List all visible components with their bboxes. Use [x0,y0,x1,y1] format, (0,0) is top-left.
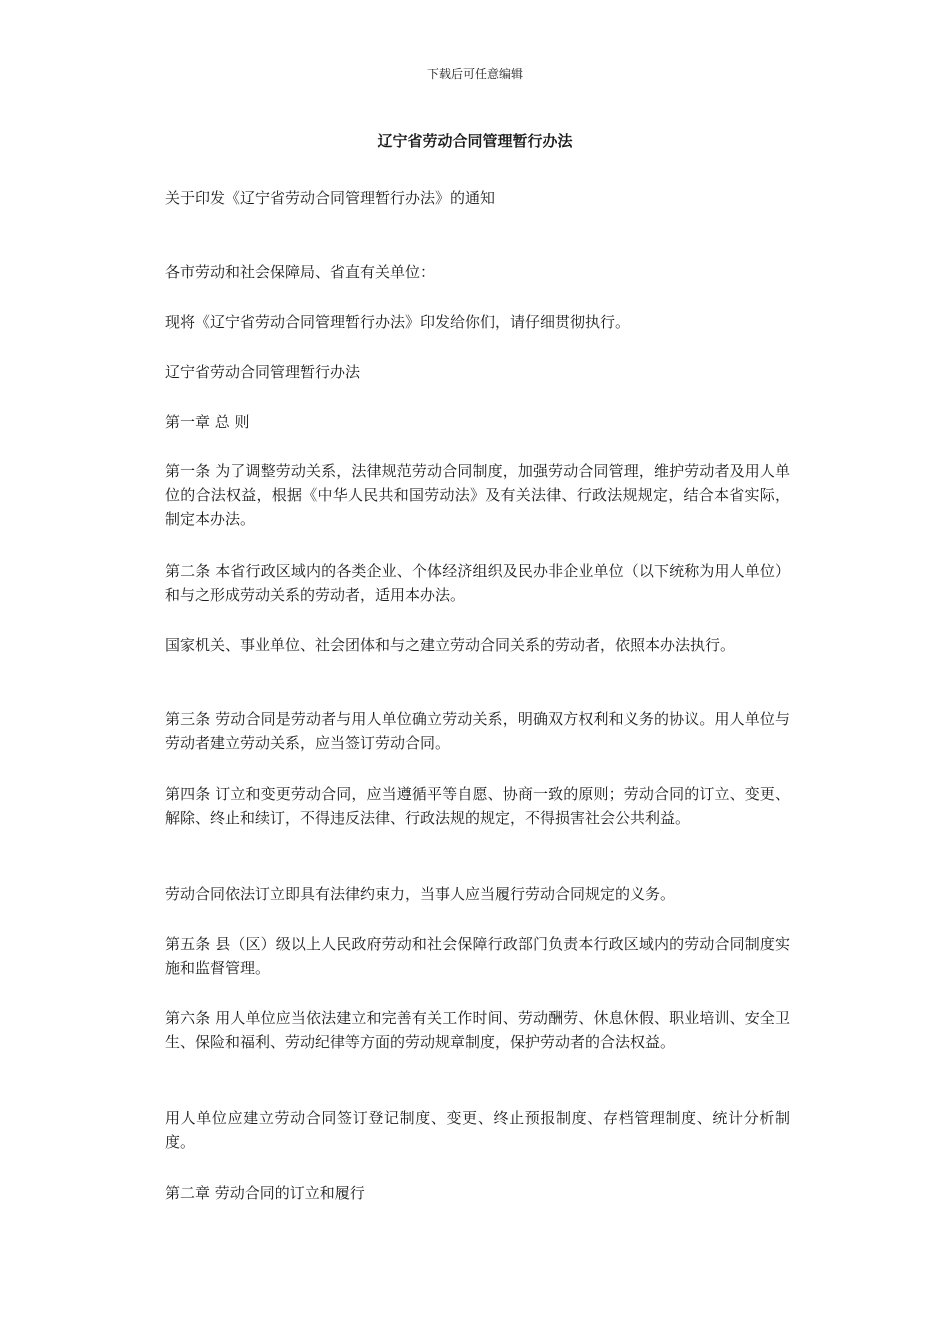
header-note: 下载后可任意编辑 [426,67,523,81]
article-paragraph: 第五条 县（区）级以上人民政府劳动和社会保障行政部门负责本行政区域内的劳动合同制度实施和监督管理。 [165,935,790,977]
paragraph: 国家机关、事业单位、社会团体和与之建立劳动合同关系的劳动者，依照本办法执行。 [165,636,736,654]
article-paragraph: 第二条 本省行政区域内的各类企业、个体经济组织及民办非企业单位（以下统称为用人单位）和与之形成劳动关系的劳动者，适用本办法。 [165,562,790,604]
paragraph: 用人单位应建立劳动合同签订登记制度、变更、终止预报制度、存档管理制度、统计分析制度。 [165,1109,790,1151]
paragraph: 关于印发《辽宁省劳动合同管理暂行办法》的通知 [165,189,496,207]
article-paragraph: 第四条 订立和变更劳动合同，应当遵循平等自愿、协商一致的原则；劳动合同的订立、变更、解除、终止和续订，不得违反法律、行政法规的规定，不得损害社会公共利益。 [165,785,790,827]
paragraph: 劳动合同依法订立即具有法律约束力，当事人应当履行劳动合同规定的义务。 [165,885,676,903]
article-paragraph: 第六条 用人单位应当依法建立和完善有关工作时间、劳动酬劳、休息休假、职业培训、安全卫生、保险和福利、劳动纪律等方面的劳动规章制度，保护劳动者的合法权益。 [165,1009,790,1051]
paragraph: 各市劳动和社会保障局、省直有关单位： [165,263,436,281]
article-paragraph: 第三条 劳动合同是劳动者与用人单位确立劳动关系，明确双方权利和义务的协议。用人单位与劳动者建立劳动关系，应当签订劳动合同。 [165,710,790,752]
document-title: 辽宁省劳动合同管理暂行办法 [377,132,573,150]
chapter-heading: 第一章 总 则 [165,413,250,431]
chapter-heading: 第二章 劳动合同的订立和履行 [165,1184,365,1202]
paragraph: 辽宁省劳动合同管理暂行办法 [165,363,361,381]
paragraph: 现将《辽宁省劳动合同管理暂行办法》印发给你们，请仔细贯彻执行。 [165,313,631,331]
article-paragraph: 第一条 为了调整劳动关系，法律规范劳动合同制度，加强劳动合同管理，维护劳动者及用人单位的合法权益，根据《中华人民共和国劳动法》及有关法律、行政法规规定，结合本省实际，制定本办法。 [165,462,790,528]
